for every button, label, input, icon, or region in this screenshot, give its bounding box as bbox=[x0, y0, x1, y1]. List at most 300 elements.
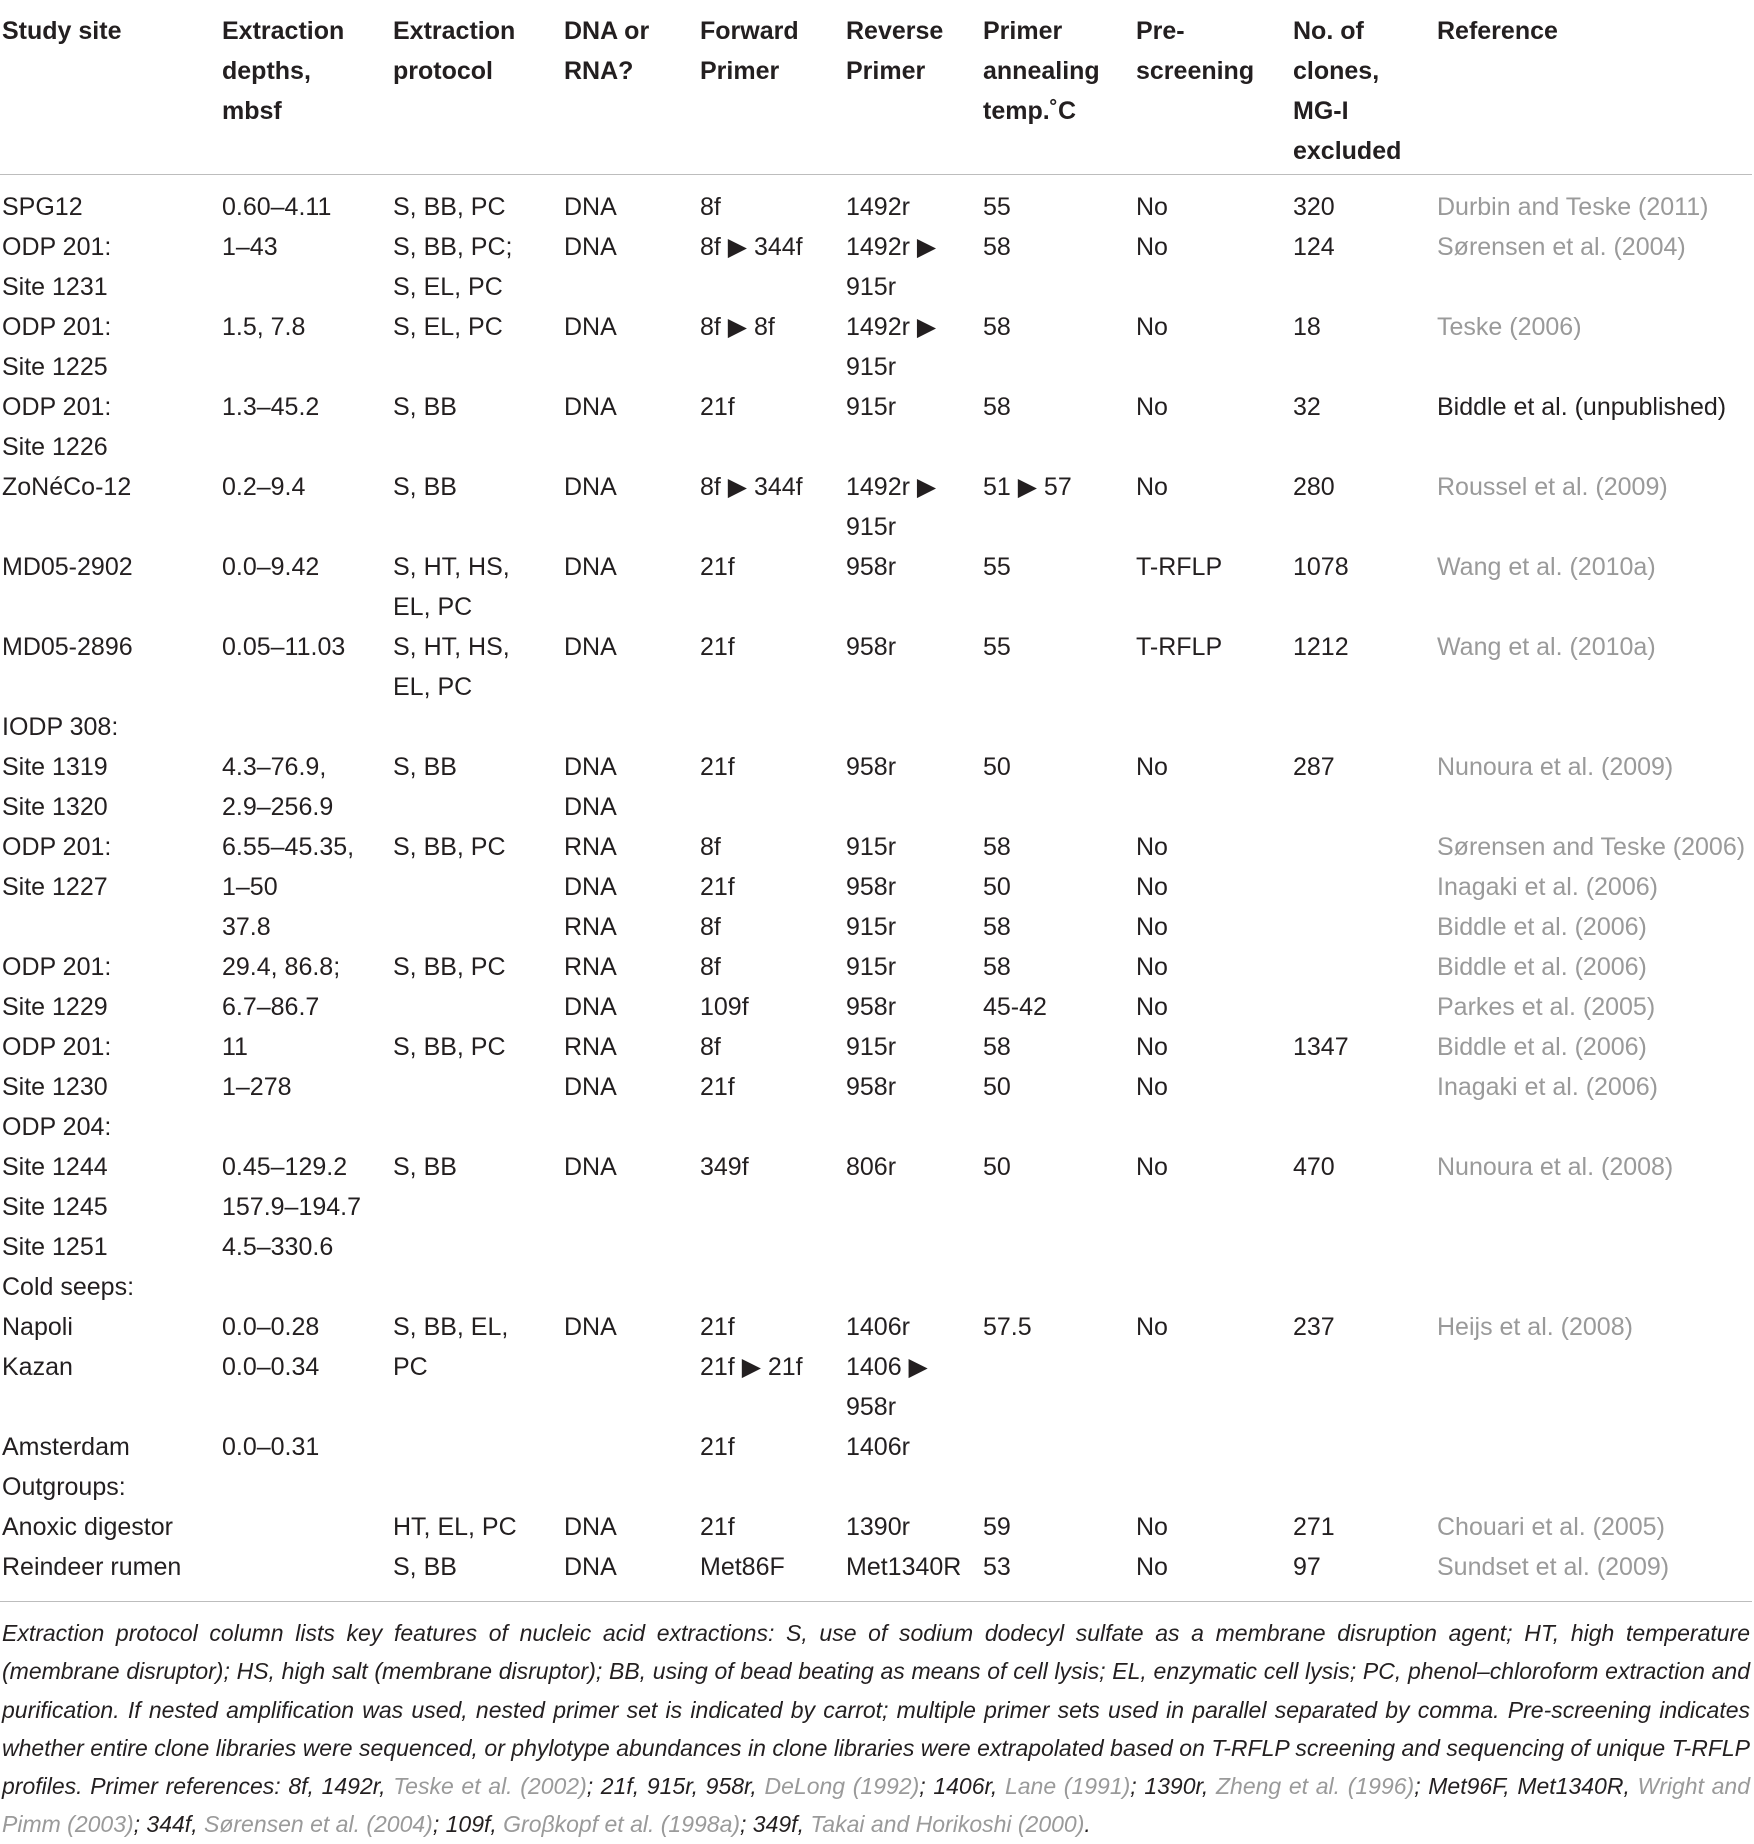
depths-cell: 1–50 bbox=[222, 873, 278, 901]
annealing-temp-cell: 58 bbox=[983, 953, 1011, 981]
annealing-temp-cell: 53 bbox=[981, 1547, 1134, 1602]
pre-screening-cell: No bbox=[1136, 233, 1168, 261]
pre-screening-cell: T-RFLP bbox=[1136, 553, 1223, 581]
study-site-cell: Site 1320 bbox=[2, 793, 108, 821]
clone-count-cell bbox=[1291, 1267, 1435, 1307]
forward-primer-cell: 8f bbox=[700, 1033, 721, 1061]
protocol-cell: S, EL, PC bbox=[393, 313, 503, 341]
protocol-cell: S, BB, PC bbox=[393, 193, 506, 221]
reference-cell: Wang et al. (2010a) bbox=[1437, 553, 1656, 581]
nucleic-acid-cell: DNA bbox=[564, 1153, 617, 1181]
annealing-temp-cell: 55 bbox=[983, 193, 1011, 221]
depths-cell bbox=[220, 1107, 391, 1147]
table-row bbox=[0, 547, 1752, 627]
annealing-temp-cell: 50 bbox=[983, 753, 1011, 781]
table-row bbox=[0, 787, 1752, 827]
study-site-cell: Site 1229 bbox=[2, 993, 108, 1021]
protocol-cell: S, BB bbox=[393, 473, 457, 501]
study-site-cell: Anoxic digestor bbox=[2, 1513, 173, 1541]
forward-primer-cell bbox=[698, 1107, 844, 1147]
reverse-primer-cell: 806r bbox=[846, 1153, 897, 1181]
reverse-primer-cell: 915r bbox=[846, 1033, 897, 1061]
pre-screening-cell bbox=[1134, 1187, 1291, 1227]
study-site-cell: Site 1244 bbox=[2, 1153, 108, 1181]
table-row bbox=[0, 627, 1752, 707]
forward-primer-cell: 21f bbox=[700, 1313, 735, 1341]
nucleic-acid-cell: DNA bbox=[564, 793, 617, 821]
reference-cell: Biddle et al. (2006) bbox=[1437, 913, 1647, 941]
table-row bbox=[0, 1067, 1752, 1107]
depths-cell: 0.0–0.34 bbox=[222, 1353, 320, 1381]
reverse-primer-cell: 958r bbox=[846, 553, 897, 581]
reverse-primer-cell bbox=[844, 1267, 981, 1307]
table-row bbox=[0, 1347, 1752, 1427]
depths-cell: 1.5, 7.8 bbox=[222, 313, 306, 341]
table-body bbox=[0, 175, 1752, 1602]
forward-primer-cell: 8f bbox=[700, 833, 721, 861]
annealing-temp-cell: 55 bbox=[983, 633, 1011, 661]
annealing-temp-cell: 58 bbox=[983, 313, 1011, 341]
protocol-cell bbox=[391, 1227, 562, 1267]
nucleic-acid-cell: DNA bbox=[564, 313, 617, 341]
reverse-primer-cell: Met1340R bbox=[844, 1547, 981, 1602]
table-row bbox=[0, 1267, 1752, 1307]
depths-cell: 4.3–76.9, bbox=[222, 753, 327, 781]
reference-cell: Inagaki et al. (2006) bbox=[1437, 873, 1658, 901]
forward-primer-cell bbox=[698, 1267, 844, 1307]
depths-cell: 1–278 bbox=[222, 1073, 292, 1101]
clone-count-cell: 280 bbox=[1293, 473, 1335, 501]
pre-screening-cell bbox=[1134, 707, 1291, 747]
nucleic-acid-cell: DNA bbox=[564, 873, 617, 901]
table-row bbox=[0, 1427, 1752, 1467]
forward-primer-cell: 21f bbox=[700, 1513, 735, 1541]
pre-screening-cell: No bbox=[1136, 953, 1168, 981]
clone-count-cell bbox=[1291, 827, 1435, 867]
pre-screening-cell: No bbox=[1136, 1073, 1168, 1101]
protocol-cell bbox=[391, 1427, 562, 1467]
reference-cell bbox=[1435, 1227, 1752, 1267]
reverse-primer-cell: 958r bbox=[846, 1073, 897, 1101]
clone-count-cell: 1212 bbox=[1293, 633, 1349, 661]
pre-screening-cell bbox=[1134, 1227, 1291, 1267]
nucleic-acid-cell: RNA bbox=[564, 1033, 617, 1061]
clone-count-cell bbox=[1291, 987, 1435, 1027]
clone-count-cell bbox=[1291, 707, 1435, 747]
forward-primer-cell: 8f bbox=[700, 953, 721, 981]
reverse-primer-cell: 958r bbox=[846, 753, 897, 781]
footnote-text: ; 344f, bbox=[133, 1811, 204, 1838]
reference-cell: Nunoura et al. (2008) bbox=[1437, 1153, 1674, 1181]
column-header-extraction-depths: Extraction depths, mbsf bbox=[220, 0, 391, 175]
footnote-citation: Groβkopf et al. (1998a) bbox=[503, 1811, 741, 1838]
depths-cell bbox=[220, 707, 391, 747]
table-header bbox=[0, 0, 1752, 175]
study-site-cell: Site 1230 bbox=[2, 1073, 108, 1101]
reverse-primer-cell: 958r bbox=[846, 873, 897, 901]
reverse-primer-cell bbox=[844, 787, 981, 827]
protocol-cell: S, BB, EL, bbox=[393, 1313, 509, 1341]
nucleic-acid-cell: DNA bbox=[564, 1513, 617, 1541]
table-row bbox=[0, 387, 1752, 467]
table-row bbox=[0, 175, 1752, 228]
annealing-temp-cell: 50 bbox=[983, 1073, 1011, 1101]
table-row bbox=[0, 947, 1752, 987]
forward-primer-cell bbox=[698, 1227, 844, 1267]
annealing-temp-cell bbox=[981, 1227, 1134, 1267]
forward-primer-cell: 8f bbox=[700, 193, 721, 221]
reference-cell bbox=[1435, 1267, 1752, 1307]
study-site-cell: ODP 201: Site 1225 bbox=[2, 313, 112, 381]
reverse-primer-cell: 958r bbox=[846, 633, 897, 661]
table-row bbox=[0, 227, 1752, 307]
study-site-cell: ODP 201: bbox=[2, 953, 112, 981]
nucleic-acid-cell bbox=[562, 1427, 698, 1467]
protocol-cell bbox=[391, 1267, 562, 1307]
nucleic-acid-cell bbox=[562, 1347, 698, 1427]
nucleic-acid-cell: DNA bbox=[562, 1547, 698, 1602]
footnote-text: ; 21f, 915r, 958r, bbox=[586, 1773, 765, 1800]
nucleic-acid-cell: DNA bbox=[564, 193, 617, 221]
footnote-text: ; Met96F, Met1340R, bbox=[1414, 1773, 1638, 1800]
column-header-reference: Reference bbox=[1435, 0, 1752, 175]
depths-cell: 1–43 bbox=[222, 233, 278, 261]
reverse-primer-cell: 1492r ▶ 915r bbox=[846, 473, 937, 541]
footnote-text: ; 349f, bbox=[740, 1811, 811, 1838]
pre-screening-cell: No bbox=[1136, 313, 1168, 341]
clone-count-cell bbox=[1291, 1467, 1435, 1507]
protocol-cell bbox=[391, 787, 562, 827]
table-row bbox=[0, 827, 1752, 867]
nucleic-acid-cell: DNA bbox=[564, 553, 617, 581]
protocol-cell: S, HT, HS, EL, PC bbox=[393, 553, 510, 621]
depths-cell: 6.55–45.35, bbox=[222, 833, 355, 861]
clone-count-cell: 1347 bbox=[1293, 1033, 1349, 1061]
study-site-cell: ODP 201: Site 1231 bbox=[2, 233, 112, 301]
table-row bbox=[0, 1147, 1752, 1187]
pre-screening-cell: No bbox=[1134, 1547, 1291, 1602]
study-site-cell bbox=[0, 907, 220, 947]
study-site-cell: ODP 201: Site 1226 bbox=[2, 393, 112, 461]
table-row bbox=[0, 1467, 1752, 1507]
forward-primer-cell: 8f ▶ 8f bbox=[700, 313, 775, 341]
table-row bbox=[0, 1107, 1752, 1147]
protocol-cell: S, BB bbox=[393, 1153, 457, 1181]
depths-cell: 2.9–256.9 bbox=[222, 793, 334, 821]
nucleic-acid-cell: DNA bbox=[564, 1073, 617, 1101]
reference-cell: Biddle et al. (unpublished) bbox=[1437, 393, 1727, 421]
study-site-cell: Reindeer rumen bbox=[0, 1547, 220, 1602]
clone-count-cell: 470 bbox=[1293, 1153, 1335, 1181]
annealing-temp-cell: 58 bbox=[983, 393, 1011, 421]
forward-primer-cell bbox=[698, 1187, 844, 1227]
forward-primer-cell: 8f bbox=[700, 913, 721, 941]
study-site-cell: Napoli bbox=[2, 1313, 73, 1341]
forward-primer-cell bbox=[698, 787, 844, 827]
protocol-cell bbox=[391, 867, 562, 907]
depths-cell bbox=[220, 1467, 391, 1507]
column-header-reverse-primer: Reverse Primer bbox=[844, 0, 981, 175]
pre-screening-cell bbox=[1134, 787, 1291, 827]
footnote-citation: Zheng et al. (1996) bbox=[1215, 1773, 1415, 1800]
clone-count-cell: 237 bbox=[1293, 1313, 1335, 1341]
protocol-cell: S, BB bbox=[393, 393, 457, 421]
annealing-temp-cell bbox=[981, 1347, 1134, 1427]
study-site-cell: ODP 201: bbox=[2, 1033, 112, 1061]
study-site-cell: Kazan bbox=[2, 1353, 73, 1381]
study-site-cell: MD05-2902 bbox=[2, 553, 133, 581]
annealing-temp-cell: 58 bbox=[983, 833, 1011, 861]
protocol-cell bbox=[391, 907, 562, 947]
reverse-primer-cell: 1492r bbox=[846, 193, 910, 221]
reverse-primer-cell: 915r bbox=[846, 393, 897, 421]
reverse-primer-cell: 915r bbox=[846, 913, 897, 941]
forward-primer-cell: 109f bbox=[700, 993, 749, 1021]
clone-count-cell: 320 bbox=[1293, 193, 1335, 221]
annealing-temp-cell bbox=[981, 1467, 1134, 1507]
depths-cell: 0.0–0.31 bbox=[222, 1433, 320, 1461]
clone-count-cell bbox=[1291, 1187, 1435, 1227]
column-header-study-site: Study site bbox=[0, 0, 220, 175]
footnote-citation: Sørensen et al. (2004) bbox=[203, 1811, 433, 1838]
protocol-cell bbox=[391, 1187, 562, 1227]
annealing-temp-cell: 55 bbox=[983, 553, 1011, 581]
footnote-text: . bbox=[1084, 1811, 1091, 1838]
reference-cell: Inagaki et al. (2006) bbox=[1437, 1073, 1658, 1101]
protocol-cell: S, HT, HS, EL, PC bbox=[393, 633, 510, 701]
table-row bbox=[0, 1547, 1752, 1602]
reference-cell: Teske (2006) bbox=[1437, 313, 1582, 341]
reverse-primer-cell bbox=[844, 707, 981, 747]
footnote-text: Extraction protocol column lists key features of nucleic acid extractions: S, use of sodium dodecyl sulfate as a membrane disruption agent; HT, high temperature (membrane disruptor); HS, high salt (membrane disruptor); BB, using of bead beating as means of cell lysis; EL, enzymatic cell lysis; PC, phenol–chloroform extraction and purification. If nested amplification was used, nested primer set is indicated by carrot; multiple primer sets used in parallel separated by comma. Pre-screening indicates whether entire clone libraries were sequenced, or phylotype abundances in clone libraries were extrapolated based on T-RFLP screening and sequencing of unique T-RFLP profiles. Primer references: 8f, 1492r, bbox=[2, 1620, 1750, 1800]
footnote-citation: Takai and Horikoshi (2000) bbox=[810, 1811, 1085, 1838]
annealing-temp-cell: 50 bbox=[983, 873, 1011, 901]
pre-screening-cell bbox=[1134, 1467, 1291, 1507]
study-site-cell: ODP 201: bbox=[2, 833, 112, 861]
footnote-citation: Teske et al. (2002) bbox=[393, 1773, 587, 1800]
forward-primer-cell: Met86F bbox=[698, 1547, 844, 1602]
clone-count-cell: 97 bbox=[1291, 1547, 1435, 1602]
annealing-temp-cell bbox=[981, 1427, 1134, 1467]
clone-count-cell: 1078 bbox=[1293, 553, 1349, 581]
footnote-citation: Lane (1991) bbox=[1004, 1773, 1131, 1800]
reference-cell bbox=[1435, 1187, 1752, 1227]
nucleic-acid-cell: DNA bbox=[564, 233, 617, 261]
column-header-extraction-protocol: Extraction protocol bbox=[391, 0, 562, 175]
depths-cell: 0.0–9.42 bbox=[222, 553, 320, 581]
reverse-primer-cell: 1406r bbox=[846, 1433, 910, 1461]
footnote-citation: DeLong (1992) bbox=[764, 1773, 920, 1800]
clone-count-cell bbox=[1291, 947, 1435, 987]
reference-cell bbox=[1435, 787, 1752, 827]
forward-primer-cell: 21f bbox=[700, 873, 735, 901]
nucleic-acid-cell bbox=[562, 707, 698, 747]
nucleic-acid-cell: DNA bbox=[564, 753, 617, 781]
annealing-temp-cell: 51 ▶ 57 bbox=[983, 473, 1072, 501]
depths-cell bbox=[220, 1267, 391, 1307]
pre-screening-cell bbox=[1134, 1107, 1291, 1147]
nucleic-acid-cell bbox=[562, 1227, 698, 1267]
reverse-primer-cell: 915r bbox=[846, 953, 897, 981]
depths-cell: 11 bbox=[222, 1033, 248, 1061]
reference-cell: Sundset et al. (2009) bbox=[1435, 1547, 1752, 1602]
study-site-cell: Site 1251 bbox=[2, 1233, 108, 1261]
nucleic-acid-cell: DNA bbox=[564, 1313, 617, 1341]
column-header-forward-primer: Forward Primer bbox=[698, 0, 844, 175]
nucleic-acid-cell: RNA bbox=[564, 833, 617, 861]
annealing-temp-cell: 45-42 bbox=[983, 993, 1047, 1021]
protocol-cell: S, BB, PC bbox=[393, 1033, 506, 1061]
nucleic-acid-cell: RNA bbox=[564, 913, 617, 941]
forward-primer-cell: 21f bbox=[700, 553, 735, 581]
nucleic-acid-cell: DNA bbox=[564, 393, 617, 421]
column-header-clone-count: No. of clones, MG-I excluded bbox=[1291, 0, 1435, 175]
reverse-primer-cell: 1406r bbox=[846, 1313, 910, 1341]
table-row bbox=[0, 1027, 1752, 1067]
study-site-cell: ODP 204: bbox=[2, 1113, 112, 1141]
annealing-temp-cell bbox=[981, 787, 1134, 827]
pre-screening-cell: No bbox=[1136, 753, 1168, 781]
reverse-primer-cell bbox=[844, 1107, 981, 1147]
footnote-text: ; 1390r, bbox=[1130, 1773, 1216, 1800]
depths-cell: 0.45–129.2 bbox=[222, 1153, 348, 1181]
protocol-cell: S, BB, PC bbox=[393, 953, 506, 981]
forward-primer-cell: 21f bbox=[700, 633, 735, 661]
pre-screening-cell: No bbox=[1136, 193, 1168, 221]
reverse-primer-cell: 1492r ▶ 915r bbox=[846, 233, 937, 301]
depths-cell: 157.9–194.7 bbox=[222, 1193, 362, 1221]
pre-screening-cell: T-RFLP bbox=[1136, 633, 1223, 661]
clone-count-cell bbox=[1291, 867, 1435, 907]
forward-primer-cell bbox=[698, 1467, 844, 1507]
table-footnote bbox=[2, 1614, 1750, 1844]
forward-primer-cell: 8f ▶ 344f bbox=[700, 233, 803, 261]
study-site-cell: ZoNéCo-12 bbox=[2, 473, 132, 501]
reference-cell: Roussel et al. (2009) bbox=[1437, 473, 1668, 501]
forward-primer-cell: 21f ▶ 21f bbox=[700, 1353, 803, 1381]
forward-primer-cell: 21f bbox=[700, 393, 735, 421]
forward-primer-cell bbox=[698, 707, 844, 747]
clone-count-cell: 271 bbox=[1293, 1513, 1335, 1541]
pre-screening-cell: No bbox=[1136, 393, 1168, 421]
study-site-cell: Site 1245 bbox=[2, 1193, 108, 1221]
depths-cell: 4.5–330.6 bbox=[222, 1233, 334, 1261]
study-site-cell: IODP 308: bbox=[2, 713, 119, 741]
reference-cell: Sørensen and Teske (2006) bbox=[1437, 833, 1746, 861]
nucleic-acid-cell bbox=[562, 1107, 698, 1147]
reference-cell: Biddle et al. (2006) bbox=[1437, 1033, 1647, 1061]
header-row bbox=[0, 0, 1752, 175]
protocol-cell: PC bbox=[393, 1353, 428, 1381]
table-row bbox=[0, 867, 1752, 907]
depths-cell: 0.0–0.28 bbox=[222, 1313, 320, 1341]
annealing-temp-cell bbox=[981, 1107, 1134, 1147]
table-row bbox=[0, 1187, 1752, 1227]
pre-screening-cell: No bbox=[1136, 993, 1168, 1021]
column-header-annealing-temp: Primer annealing temp.˚C bbox=[981, 0, 1134, 175]
protocol-cell bbox=[391, 1067, 562, 1107]
pre-screening-cell: No bbox=[1136, 1513, 1168, 1541]
reference-cell: Nunoura et al. (2009) bbox=[1437, 753, 1674, 781]
depths-cell: 6.7–86.7 bbox=[222, 993, 320, 1021]
nucleic-acid-cell bbox=[562, 1267, 698, 1307]
table-row bbox=[0, 1227, 1752, 1267]
footnote-text: ; 109f, bbox=[432, 1811, 504, 1838]
reverse-primer-cell bbox=[844, 1467, 981, 1507]
reference-cell: Heijs et al. (2008) bbox=[1437, 1313, 1633, 1341]
reverse-primer-cell: 1390r bbox=[846, 1513, 910, 1541]
nucleic-acid-cell bbox=[562, 1467, 698, 1507]
protocol-cell bbox=[391, 1467, 562, 1507]
depths-cell: 1.3–45.2 bbox=[222, 393, 320, 421]
pre-screening-cell bbox=[1134, 1267, 1291, 1307]
nucleic-acid-cell: DNA bbox=[564, 473, 617, 501]
depths-cell: 0.60–4.11 bbox=[222, 193, 332, 221]
column-header-dna-or-rna: DNA or RNA? bbox=[562, 0, 698, 175]
study-site-cell: Cold seeps: bbox=[2, 1273, 135, 1301]
annealing-temp-cell bbox=[981, 707, 1134, 747]
protocol-cell: S, BB, PC bbox=[393, 833, 506, 861]
depths-cell: 0.2–9.4 bbox=[222, 473, 306, 501]
depths-cell bbox=[220, 1507, 391, 1547]
reference-cell: Parkes et al. (2005) bbox=[1437, 993, 1656, 1021]
depths-cell: 37.8 bbox=[222, 913, 271, 941]
reference-cell bbox=[1435, 1347, 1752, 1427]
reverse-primer-cell: 1406 ▶ 958r bbox=[846, 1353, 928, 1421]
protocol-cell bbox=[391, 1107, 562, 1147]
study-site-cell: SPG12 bbox=[2, 193, 83, 221]
pre-screening-cell bbox=[1134, 1347, 1291, 1427]
protocol-cell: S, BB bbox=[391, 1547, 562, 1602]
annealing-temp-cell: 58 bbox=[983, 1033, 1011, 1061]
protocol-cell: S, BB, PC; S, EL, PC bbox=[393, 233, 513, 301]
protocol-cell: S, BB bbox=[393, 753, 457, 781]
depths-cell bbox=[220, 1547, 391, 1602]
reference-cell bbox=[1435, 1467, 1752, 1507]
table-row bbox=[0, 1507, 1752, 1547]
study-site-cell: MD05-2896 bbox=[2, 633, 133, 661]
forward-primer-cell: 21f bbox=[700, 753, 735, 781]
protocol-cell bbox=[391, 707, 562, 747]
nucleic-acid-cell: DNA bbox=[564, 993, 617, 1021]
nucleic-acid-cell: RNA bbox=[564, 953, 617, 981]
reference-cell bbox=[1435, 1107, 1752, 1147]
forward-primer-cell: 21f bbox=[700, 1073, 735, 1101]
clone-count-cell bbox=[1291, 907, 1435, 947]
reverse-primer-cell bbox=[844, 1187, 981, 1227]
study-site-cell: Amsterdam bbox=[2, 1433, 130, 1461]
table-row bbox=[0, 987, 1752, 1027]
footnote-text: ; 1406r, bbox=[919, 1773, 1005, 1800]
reference-cell: Wang et al. (2010a) bbox=[1437, 633, 1656, 661]
protocol-cell: HT, EL, PC bbox=[393, 1513, 517, 1541]
forward-primer-cell: 8f ▶ 344f bbox=[700, 473, 803, 501]
table-row bbox=[0, 1307, 1752, 1347]
pre-screening-cell: No bbox=[1136, 873, 1168, 901]
reference-cell: Durbin and Teske (2011) bbox=[1437, 193, 1709, 221]
clone-count-cell bbox=[1291, 787, 1435, 827]
nucleic-acid-cell: DNA bbox=[564, 633, 617, 661]
pre-screening-cell: No bbox=[1136, 473, 1168, 501]
annealing-temp-cell: 58 bbox=[983, 233, 1011, 261]
annealing-temp-cell: 59 bbox=[983, 1513, 1011, 1541]
annealing-temp-cell bbox=[981, 1267, 1134, 1307]
pre-screening-cell: No bbox=[1136, 1313, 1168, 1341]
table-row bbox=[0, 907, 1752, 947]
table-row bbox=[0, 307, 1752, 387]
reverse-primer-cell: 958r bbox=[846, 993, 897, 1021]
clone-count-cell: 18 bbox=[1293, 313, 1321, 341]
